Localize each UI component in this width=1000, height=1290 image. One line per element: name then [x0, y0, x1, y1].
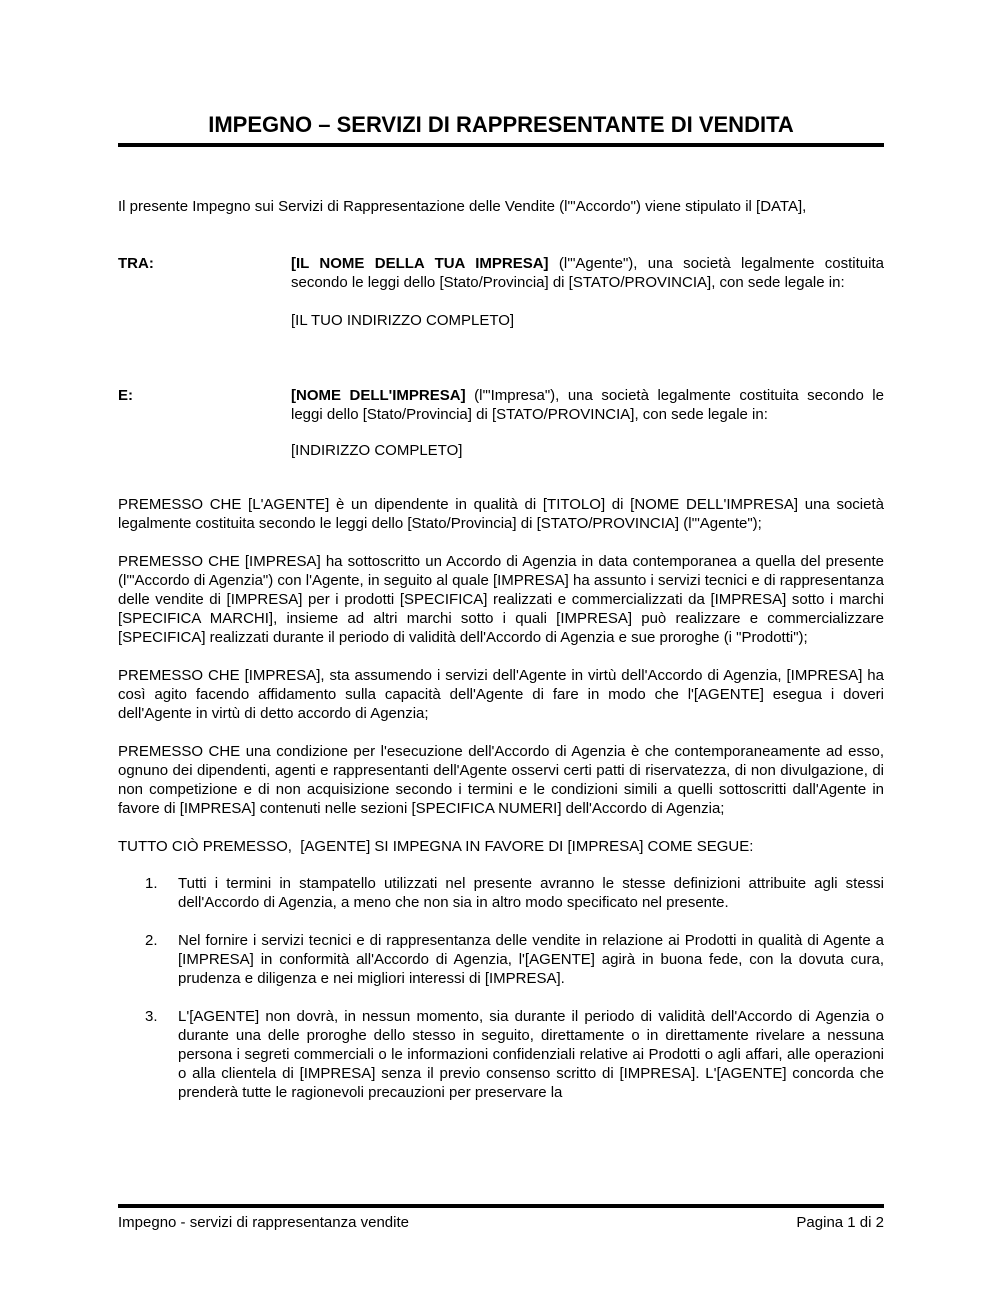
clause-item-3 [118, 1007, 884, 1102]
page-footer [118, 1204, 884, 1232]
clause-number-2: 2. [145, 932, 158, 949]
clause-text-3: L'[AGENTE] non dovrà, in nessun momento, sia durante il periodo di validità dell'Accordo di Agenzia o durante una delle proroghe dello stesso in seguito, direttamente o in direttamente rivelare a nessuna persona i segreti commerciali o le informazioni confidenziali relative ai Prodotti o agli affari, alle operazioni o alla clientela di [IMPRESA] senza il previo consenso scritto di [IMPRESA]. L'[AGENTE] concorda che prenderà tutte le ragionevoli precauzioni per preservare la [178, 1008, 884, 1101]
recital-paragraph-1: PREMESSO CHE [L'AGENTE] è un dipendente in qualità di [TITOLO] di [NOME DELL'IMPRESA] una società legalmente costituita secondo le leggi dello [Stato/Provincia] di [STATO/PROVINCIA] (l'"Agente"); [118, 496, 884, 532]
party-name-e: [NOME DELL'IMPRESA] [291, 387, 466, 404]
clause-number-1: 1. [145, 875, 158, 892]
party-row-e [118, 386, 884, 460]
document-title: IMPEGNO – SERVIZI DI RAPPRESENTANTE DI VENDITA [208, 112, 794, 137]
party-name-tra: [IL NOME DELLA TUA IMPRESA] [291, 255, 549, 272]
party-description-rest-e: (l'"Impresa"), una società legalmente costituita secondo le leggi dello [Stato/Provincia] di [STATO/PROVINCIA], con sede legale in: [291, 387, 884, 423]
party-description-e [291, 386, 884, 424]
recital-paragraph-4: PREMESSO CHE una condizione per l'esecuzione dell'Accordo di Agenzia è che contemporaneamente ad esso, ognuno dei dipendenti, agenti e rappresentanti dell'Agente osservi certi patti di riservatezza, di non divulgazione, di non competizione e di non acquisizione secondo i termini e le condizioni simili a quelli sottoscritti dall'Agente in favore di [IMPRESA] contenuti nelle sezioni [SPECIFICA NUMERI] dell'Accordo di Agenzia; [118, 743, 884, 817]
party-description-rest-tra: (l'"Agente"), una società legalmente costituita secondo le leggi dello [Stato/Provincia] di [STATO/PROVINCIA], con sede legale in: [291, 255, 884, 291]
operative-clause-heading: TUTTO CIÒ PREMESSO, [AGENTE] SI IMPEGNA IN FAVORE DI [IMPRESA] COME SEGUE: [118, 838, 754, 855]
party-label-e: E: [118, 387, 133, 404]
party-body-tra [291, 254, 884, 330]
recital-paragraph-3: PREMESSO CHE [IMPRESA], sta assumendo i servizi dell'Agente in virtù dell'Accordo di Agenzia, [IMPRESA] ha così agito facendo affidamento sulla capacità dell'Agente di fare in modo che l'[AGENTE] esegua i doveri dell'Agente in virtù di detto accordo di Agenzia; [118, 667, 884, 722]
party-body-e [291, 386, 884, 460]
clause-item-1 [118, 874, 884, 912]
intro-paragraph: Il presente Impegno sui Servizi di Rappresentazione delle Vendite (l'"Accordo") viene stipulato il [DATA], [118, 198, 807, 215]
party-label-tra: TRA: [118, 255, 154, 272]
document-title-block [118, 112, 884, 147]
party-address-tra: [IL TUO INDIRIZZO COMPLETO] [291, 312, 515, 329]
clause-number-3: 3. [145, 1008, 158, 1025]
clause-text-2: Nel fornire i servizi tecnici e di rappresentanza delle vendite in relazione ai Prodotti in qualità di Agente a [IMPRESA] in conformità all'Accordo di Agenzia, l'[AGENTE] agirà in buona fede, con la dovuta cura, prudenza e diligenza e nei migliori interessi di [IMPRESA]. [178, 932, 884, 987]
party-address-e: [INDIRIZZO COMPLETO] [291, 442, 463, 459]
recital-paragraph-2: PREMESSO CHE [IMPRESA] ha sottoscritto un Accordo di Agenzia in data contemporanea a quella del presente (l'"Accordo di Agenzia") con l'Agente, in seguito al quale [IMPRESA] ha assunto i servizi tecnici e di rappresentanza delle vendite di [IMPRESA] per i prodotti [SPECIFICA] realizzati e commercializzati da [IMPRESA] sotto i marchi [SPECIFICA MARCHI], insieme ad altri marchi sotto i quali [IMPRESA] può realizzare e commercializzare [SPECIFICA] realizzati durante il periodo di validità dell'Accordo di Agenzia e sue proroghe (i "Prodotti"); [118, 553, 884, 646]
party-description-tra [291, 254, 884, 292]
footer-document-name: Impegno - servizi di rappresentanza vendite [118, 1214, 409, 1231]
party-row-tra [118, 254, 884, 330]
clause-item-2 [118, 931, 884, 988]
footer-page-number: Pagina 1 di 2 [796, 1214, 884, 1231]
clause-text-1: Tutti i termini in stampatello utilizzati nel presente avranno le stesse definizioni attribuite agli stessi dell'Accordo di Agenzia, a meno che non sia in altro modo specificato nel presente. [178, 875, 884, 911]
